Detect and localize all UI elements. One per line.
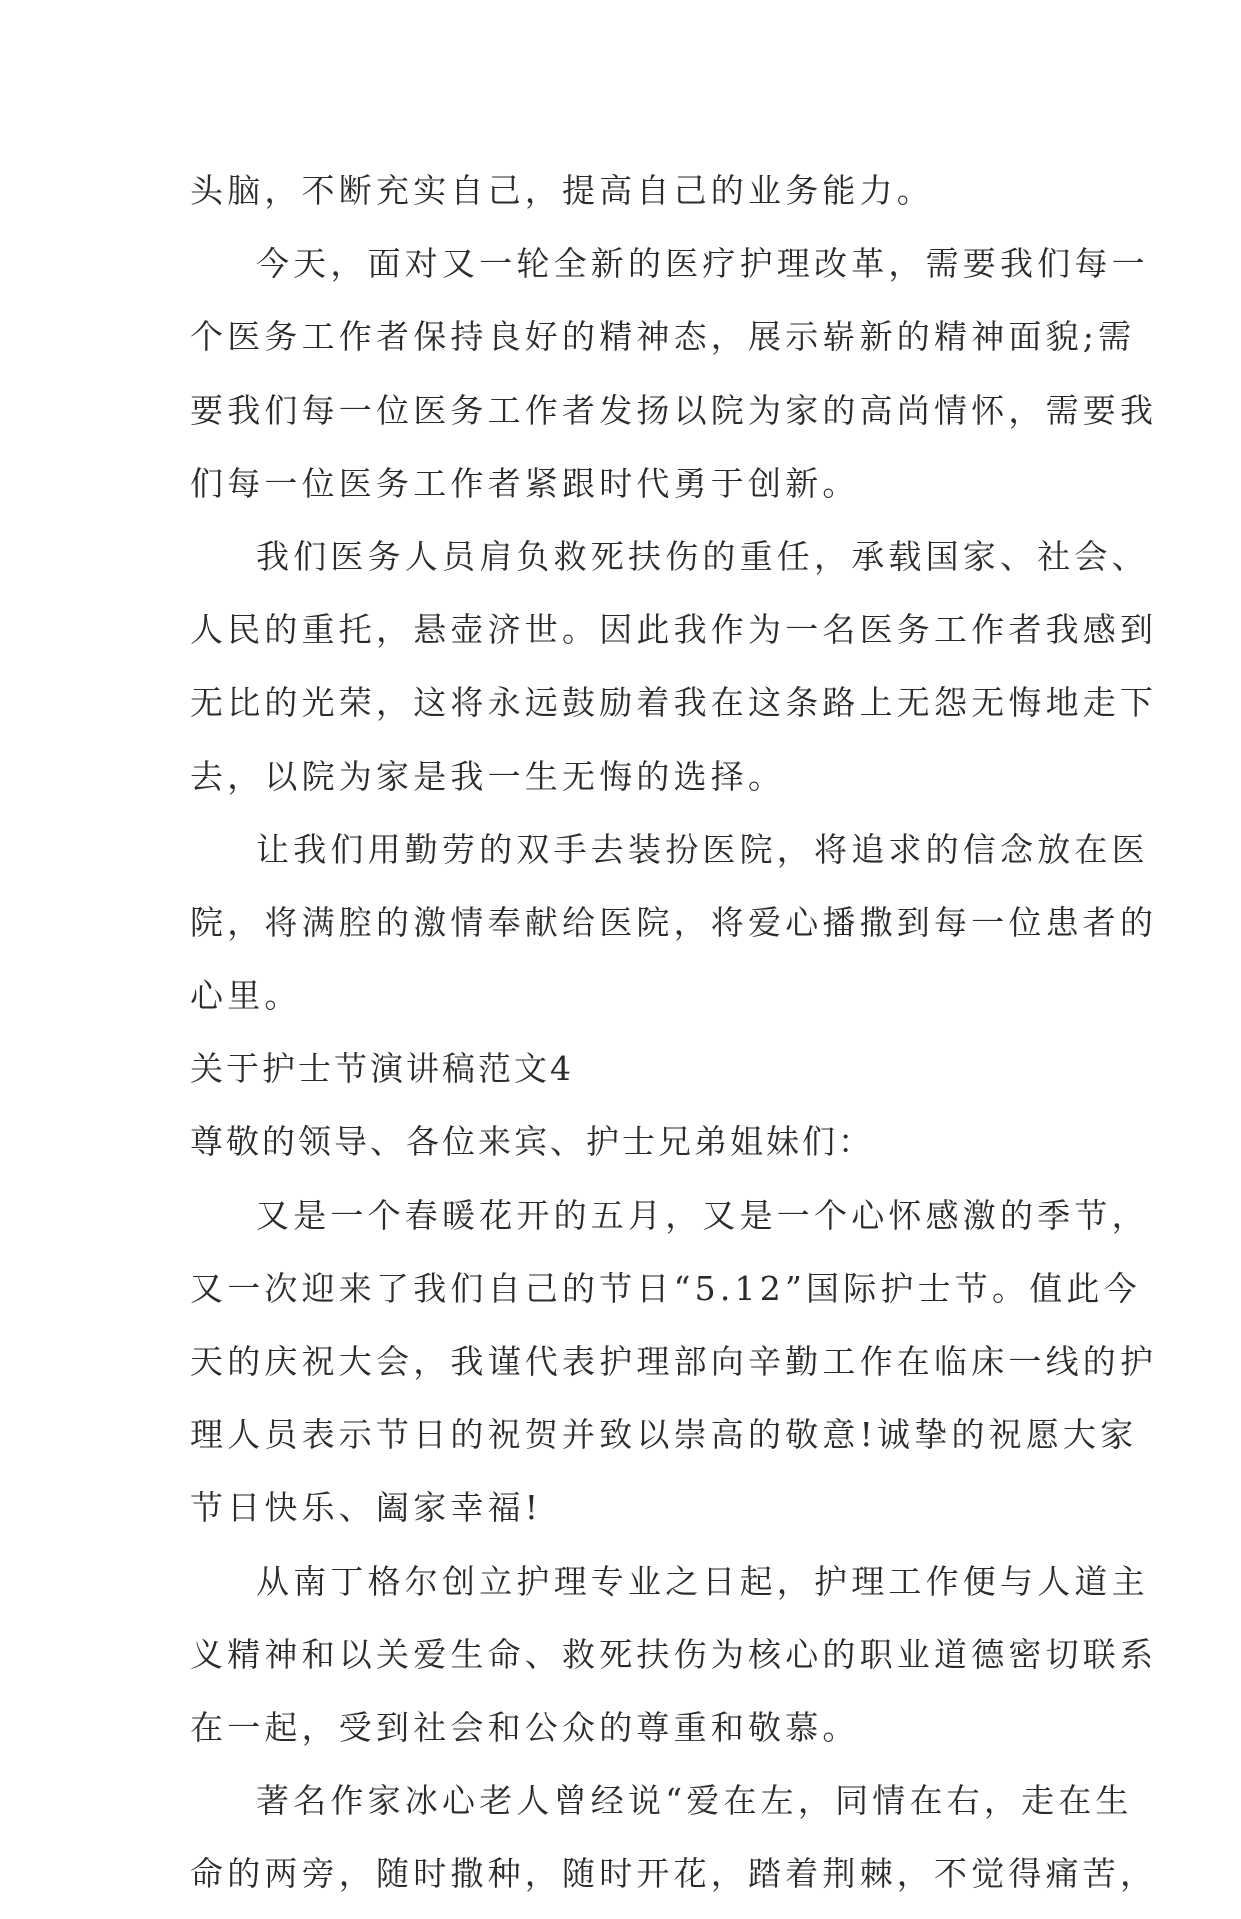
section-heading: 关于护士节演讲稿范文4 bbox=[190, 1049, 574, 1089]
text-line: 义精神和以关爱生命、救死扶伤为核心的职业道德密切联系 bbox=[190, 1634, 1158, 1674]
text-line: 天的庆祝大会，我谨代表护理部向辛勤工作在临床一线的护 bbox=[190, 1342, 1158, 1381]
paragraph-first-line: 从南丁格尔创立护理专业之日起，护理工作便与人道主 bbox=[256, 1561, 1149, 1601]
text-line: 又一次迎来了我们自己的节日“5.12”国际护士节。值此今 bbox=[190, 1268, 1141, 1308]
text-line: 要我们每一位医务工作者发扬以院为家的高尚情怀，需要我 bbox=[190, 390, 1158, 430]
salutation: 尊敬的领导、各位来宾、护士兄弟姐妹们： bbox=[190, 1122, 874, 1162]
text-line: 院，将满腔的激情奉献给医院，将爱心播撒到每一位患者的 bbox=[190, 902, 1158, 942]
text-line: 头脑，不断充实自己，提高自己的业务能力。 bbox=[190, 171, 934, 210]
text-line: 无比的光荣，这将永远鼓励着我在这条路上无怨无悔地走下 bbox=[190, 683, 1158, 723]
text-line: 人民的重托，悬壶济世。因此我作为一名医务工作者我感到 bbox=[190, 610, 1158, 650]
text-line: 去，以院为家是我一生无悔的选择。 bbox=[190, 756, 786, 796]
text-line: 命的两旁，随时撒种，随时开花，踏着荆棘，不觉得痛苦， bbox=[190, 1854, 1158, 1894]
text-line: 个医务工作者保持良好的精神态，展示崭新的精神面貌;需 bbox=[190, 317, 1136, 357]
text-line: 心里。 bbox=[190, 976, 302, 1016]
text-line: 理人员表示节日的祝贺并致以崇高的敬意!诚挚的祝愿大家 bbox=[190, 1415, 1138, 1455]
paragraph-first-line: 又是一个春暖花开的五月，又是一个心怀感激的季节， bbox=[256, 1195, 1149, 1235]
text-line: 节日快乐、阖家幸福! bbox=[190, 1488, 543, 1528]
document-body bbox=[190, 162, 1158, 1919]
paragraph-first-line: 著名作家冰心老人曾经说“爱在左，同情在右，走在生 bbox=[256, 1781, 1133, 1821]
text-line: 们每一位医务工作者紧跟时代勇于创新。 bbox=[190, 463, 860, 503]
text-line: 在一起，受到社会和公众的尊重和敬慕。 bbox=[190, 1707, 860, 1747]
paragraph-first-line: 今天，面对又一轮全新的医疗护理改革，需要我们每一 bbox=[256, 244, 1149, 284]
paragraph-first-line: 我们医务人员肩负救死扶伤的重任，承载国家、社会、 bbox=[256, 536, 1149, 576]
paragraph-first-line: 让我们用勤劳的双手去装扮医院，将追求的信念放在医 bbox=[256, 829, 1149, 869]
